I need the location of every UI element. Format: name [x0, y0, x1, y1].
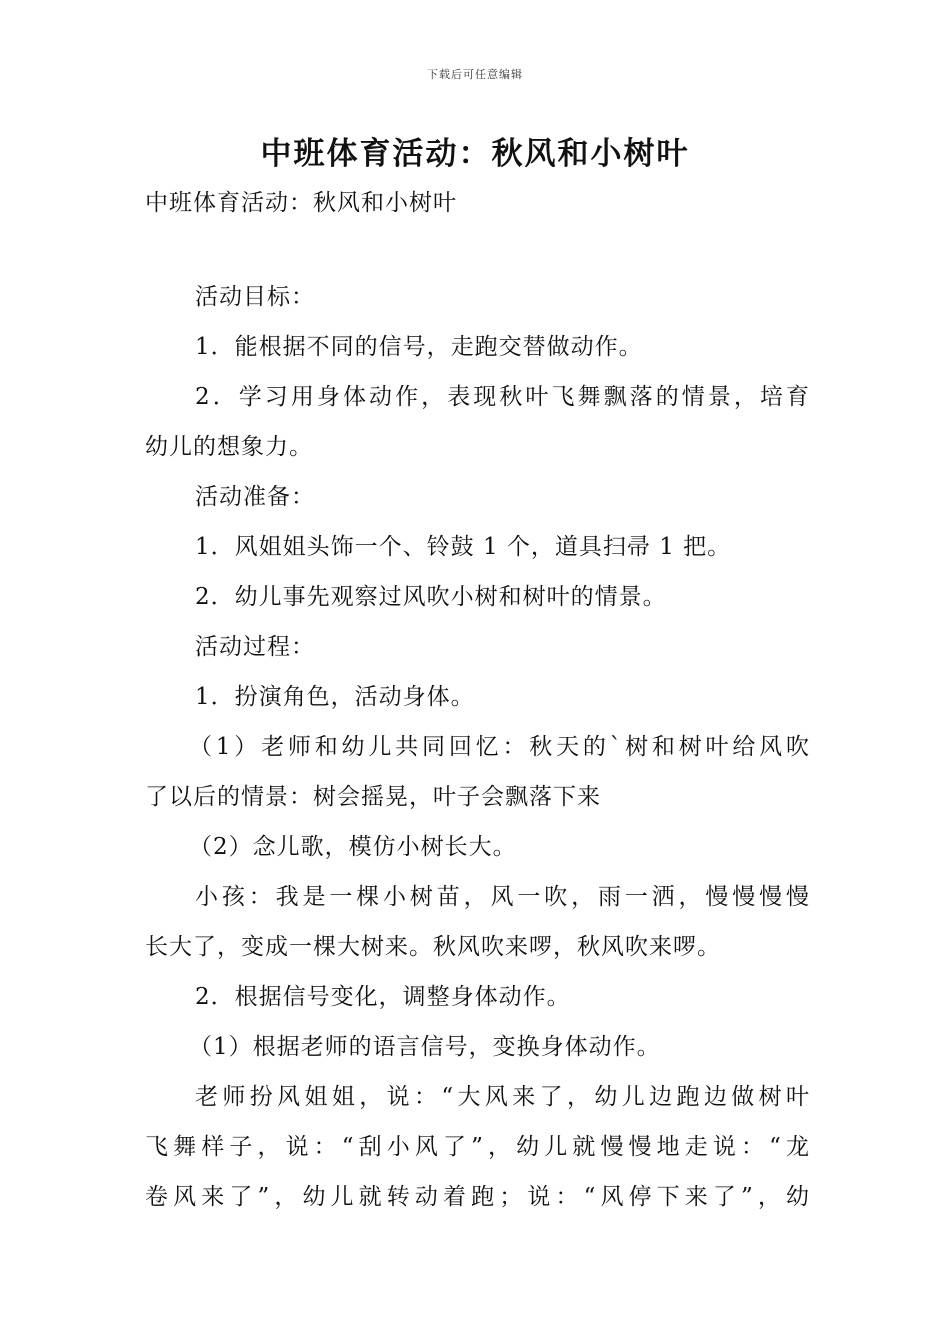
paragraph-line: 幼儿的想象力。: [145, 434, 313, 460]
paragraph-line: 飞舞样子，说：“刮小风了”，幼儿就慢慢地走说：“龙: [145, 1134, 810, 1160]
section-heading-preparation: 活动准备：: [195, 484, 315, 510]
paragraph-line: 1．能根据不同的信号，走跑交替做动作。: [195, 334, 643, 360]
paragraph-line: 1．风姐姐头饰一个、铃鼓 1 个，道具扫帚 1 把。: [195, 534, 732, 560]
paragraph-line: 卷风来了”，幼儿就转动着跑；说：“风停下来了”，幼: [145, 1184, 810, 1210]
section-heading-goals: 活动目标：: [195, 284, 315, 310]
section-heading-process: 活动过程：: [195, 634, 315, 660]
document-title: 中班体育活动：秋风和小树叶: [260, 136, 690, 172]
paragraph-line: （1）根据老师的语言信号，变换身体动作。: [189, 1034, 661, 1060]
paragraph-line: 长大了，变成一棵大树来。秋风吹来啰，秋风吹来啰。: [145, 934, 721, 960]
paragraph-line: （2）念儿歌，模仿小树长大。: [189, 834, 517, 860]
paragraph-line: 小孩：我是一棵小树苗，风一吹，雨一洒，慢慢慢慢: [195, 884, 810, 910]
paragraph-line: （1）老师和幼儿共同回忆：秋天的`树和树叶给风吹: [189, 734, 810, 760]
paragraph-line: 1．扮演角色，活动身体。: [195, 684, 475, 710]
header-note: 下载后可任意编辑: [427, 68, 523, 81]
paragraph-line: 2．学习用身体动作，表现秋叶飞舞飘落的情景，培育: [195, 384, 810, 410]
paragraph-line: 2．幼儿事先观察过风吹小树和树叶的情景。: [195, 584, 667, 610]
paragraph-line: 2．根据信号变化，调整身体动作。: [195, 984, 571, 1010]
subtitle-line: 中班体育活动：秋风和小树叶: [145, 190, 457, 216]
blank-spacer: [145, 228, 810, 272]
paragraph-line: 老师扮风姐姐，说：“大风来了，幼儿边跑边做树叶: [195, 1084, 810, 1110]
paragraph-line: 了以后的情景：树会摇晃，叶子会飘落下来: [145, 784, 601, 810]
document-body: [145, 178, 810, 1222]
